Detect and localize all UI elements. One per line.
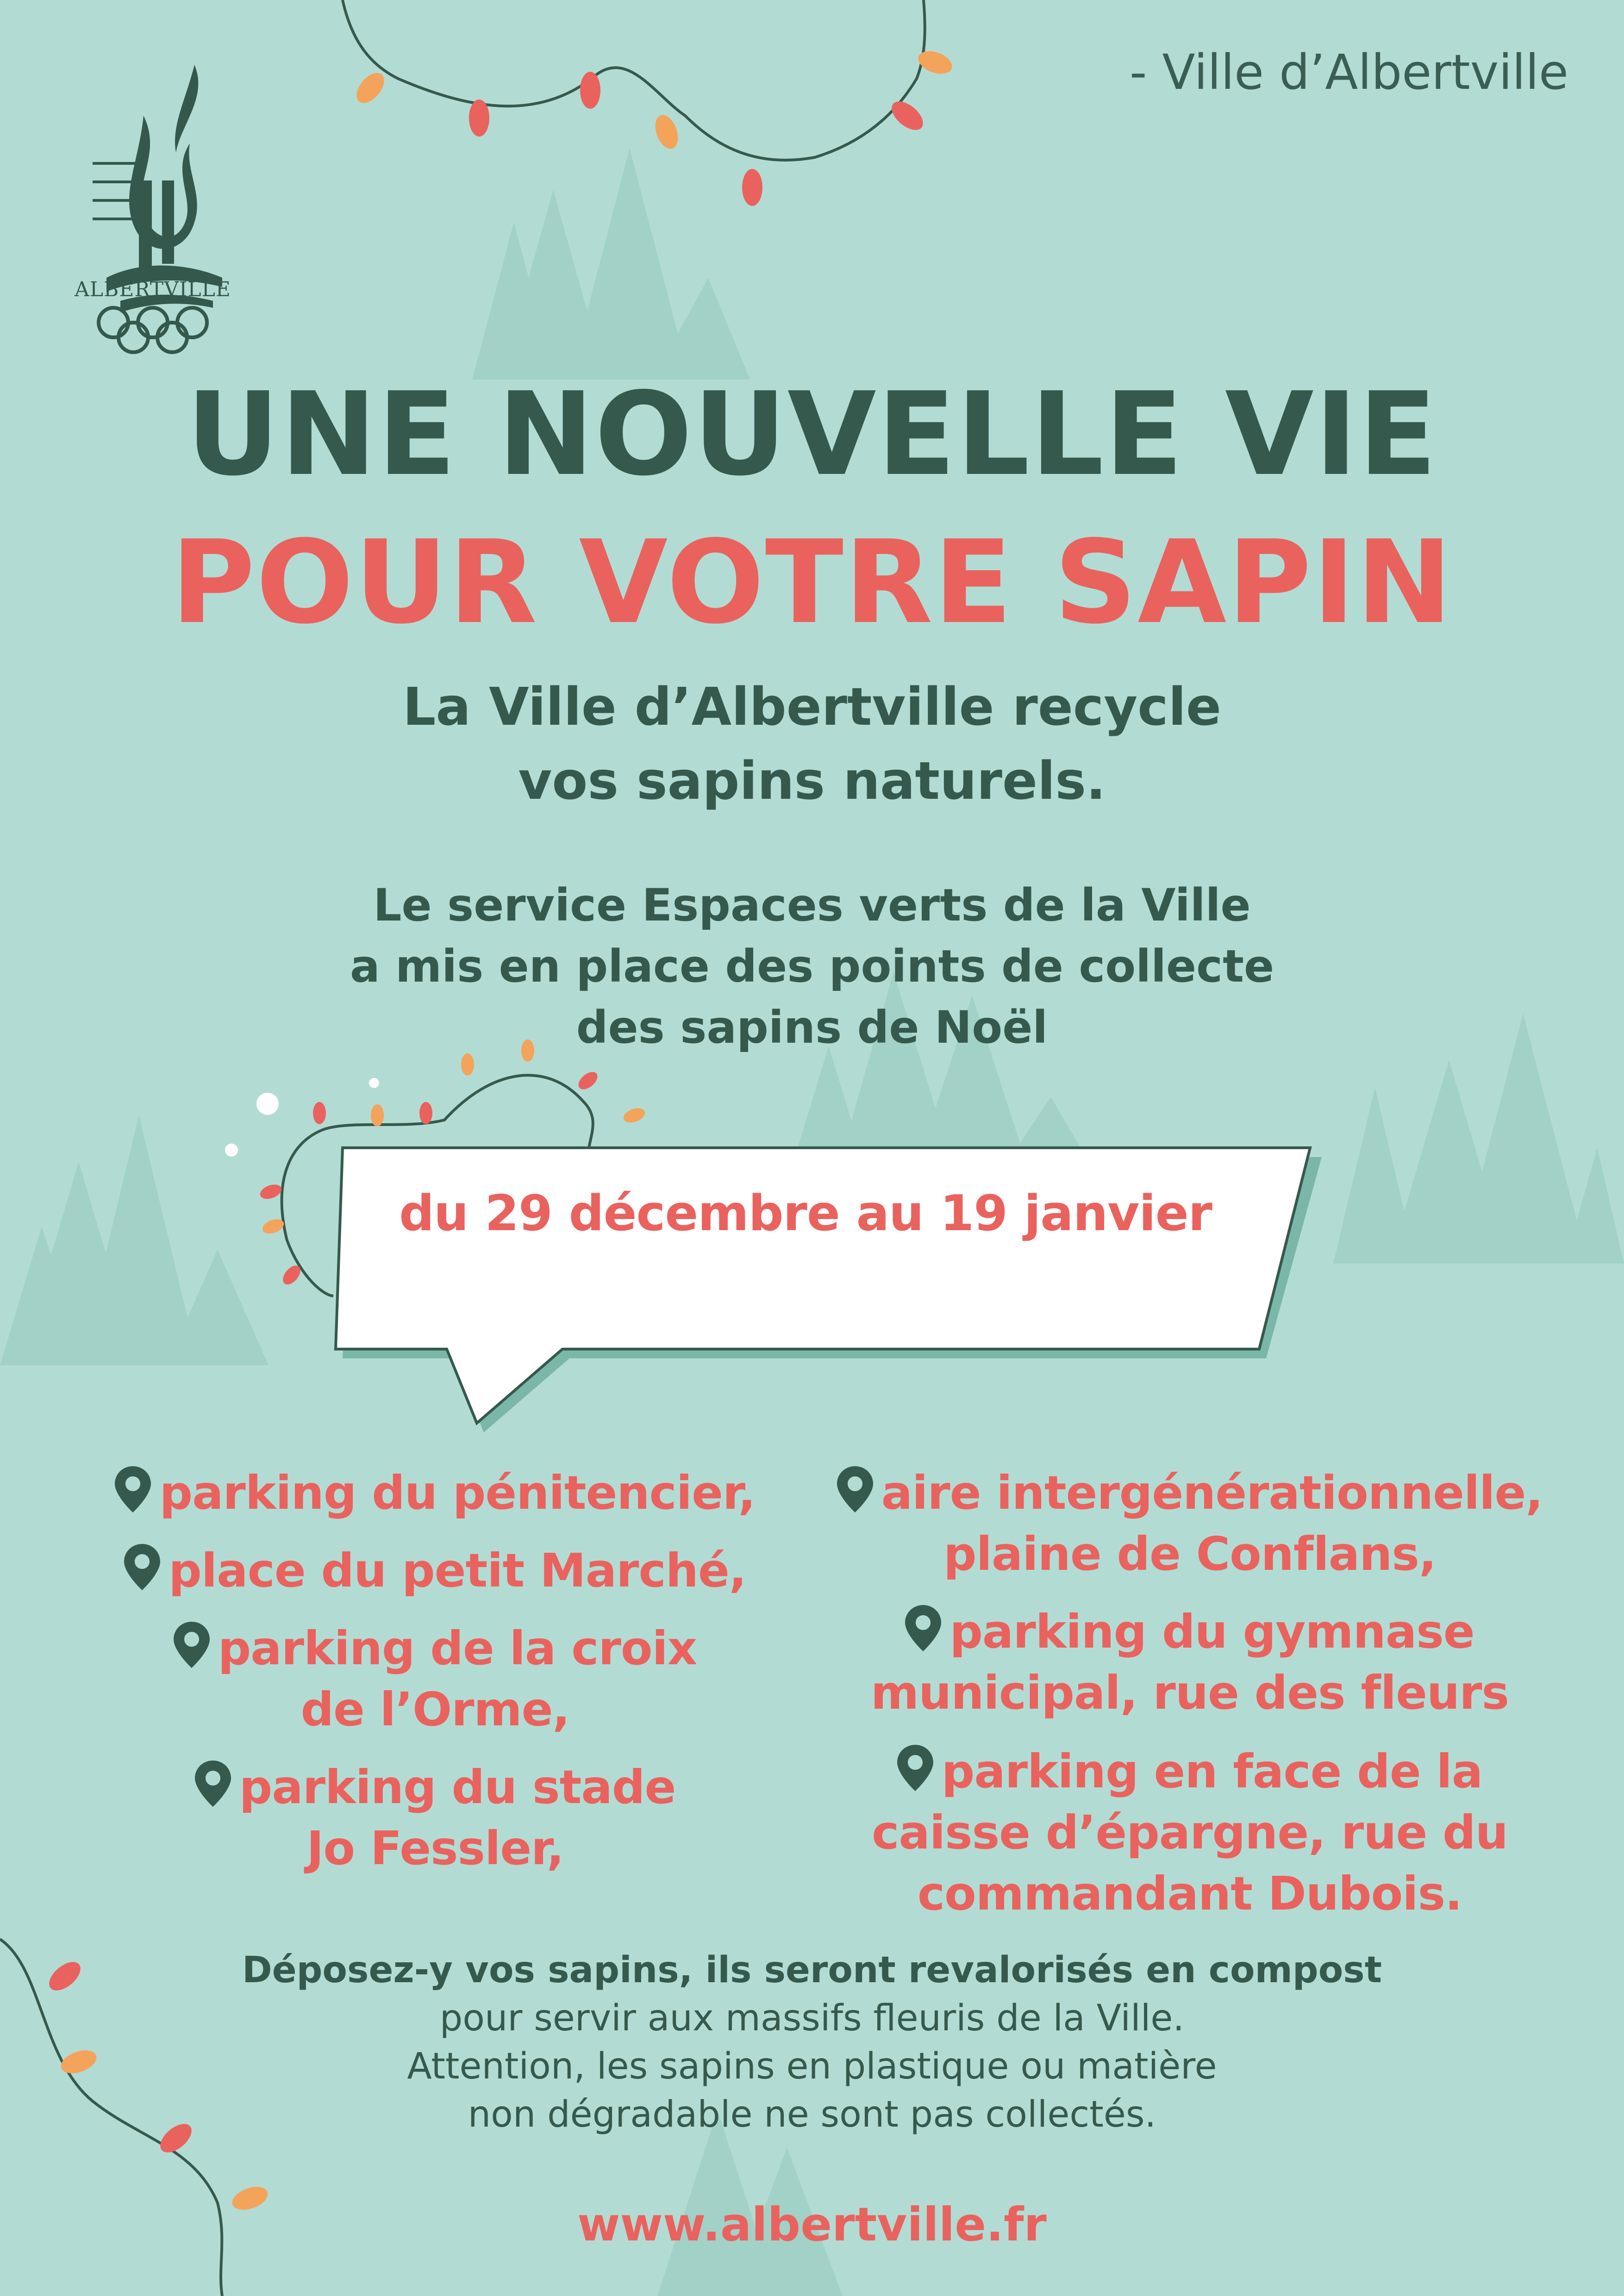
location-item: [74, 1540, 796, 1601]
location-text: aire intergénérationnelle,: [881, 1466, 1543, 1520]
intro-lead: [0, 670, 1624, 818]
location-item: [815, 1462, 1565, 1585]
footer-line: Déposez-y vos sapins, ils seront revalorisés en compost: [242, 1949, 1382, 1991]
collection-dates: du 29 décembre au 19 janvier: [399, 1185, 1212, 1242]
location-item: [815, 1601, 1565, 1724]
website-link[interactable]: www.albertville.fr: [577, 2197, 1047, 2252]
location-item: [74, 1618, 796, 1740]
footer-line: pour servir aux massifs fleuris de la Ville.: [439, 1997, 1185, 2039]
location-text: commandant Dubois.: [917, 1867, 1462, 1921]
intro-lead-line: La Ville d’Albertville recycle: [403, 677, 1221, 737]
location-text: parking en face de la: [941, 1744, 1483, 1798]
light-bulbs-top: [351, 47, 956, 206]
olympic-rings-icon: [93, 304, 213, 355]
location-text: caisse d’épargne, rue du: [872, 1805, 1508, 1860]
title-line-1: UNE NOUVELLE VIE: [186, 368, 1438, 501]
footer-line: non dégradable ne sont pas collectés.: [468, 2094, 1156, 2135]
logo-name: ALBERTVILLE: [75, 278, 231, 301]
intro-lead-line: vos sapins naturels.: [518, 751, 1106, 811]
location-pin-icon: [905, 1605, 941, 1651]
location-text: de l’Orme,: [300, 1682, 570, 1736]
location-text: parking du stade: [239, 1760, 676, 1814]
location-text: Jo Fessler,: [306, 1821, 564, 1875]
location-pin-icon: [837, 1466, 873, 1512]
location-pin-icon: [195, 1761, 231, 1807]
location-text: parking du gymnase: [949, 1605, 1474, 1659]
location-pin-icon: [174, 1622, 210, 1668]
location-item: [74, 1757, 796, 1879]
city-tag: - Ville d’Albertville: [1129, 44, 1568, 100]
light-string-top: [343, 0, 925, 160]
intro-service-line: des sapins de Noël: [576, 1002, 1048, 1053]
location-pin-icon: [124, 1544, 160, 1590]
location-text: plaine de Conflans,: [943, 1527, 1436, 1581]
location-item: [74, 1462, 796, 1524]
location-pin-icon: [897, 1745, 933, 1791]
intro-service-line: Le service Espaces verts de la Ville: [373, 879, 1251, 931]
title-line-2: POUR VOTRE SAPIN: [171, 516, 1453, 649]
intro-service-line: a mis en place des points de collecte: [350, 940, 1274, 992]
footer-instructions: [0, 1946, 1624, 2139]
intro-service: [0, 875, 1624, 1058]
logo-text: [69, 278, 236, 355]
location-text: parking de la croix: [218, 1621, 697, 1675]
location-text: place du petit Marché,: [169, 1543, 746, 1598]
location-text: municipal, rue des fleurs: [870, 1666, 1509, 1720]
location-item: [815, 1741, 1565, 1924]
location-text: parking du pénitencier,: [159, 1466, 756, 1520]
footer-line: Attention, les sapins en plastique ou matière: [407, 2046, 1217, 2087]
tree-cluster-top: [472, 148, 750, 380]
location-pin-icon: [115, 1466, 151, 1512]
